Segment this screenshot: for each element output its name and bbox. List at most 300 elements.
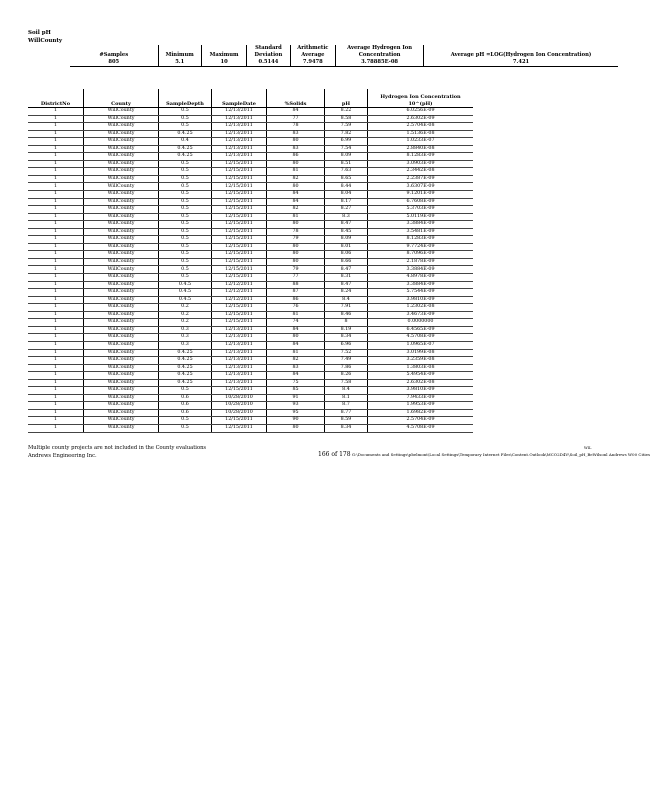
table-row [28,364,473,372]
stat-value: 10 [201,59,246,67]
table-cell: WillCounty [84,274,159,282]
table-row [28,115,473,123]
table-cell: 8.45 [325,228,368,236]
table-row [28,251,473,259]
table-row [28,379,473,387]
table-cell: 1.0965E-07 [368,341,474,349]
stat-value: 7.421 [424,59,618,67]
table-cell: 0.5 [159,108,212,116]
table-cell: 1 [28,424,84,432]
table-cell: 8.09 [325,153,368,161]
table-cell: 12/13/2011 [212,138,267,146]
table-cell: 0.5 [159,160,212,168]
table-cell: WillCounty [84,251,159,259]
table-cell: WillCounty [84,349,159,357]
table-cell: 0.3 [159,341,212,349]
table-cell: 12/13/2011 [212,341,267,349]
table-cell: 78 [267,123,325,131]
stat-header: Standard Deviation [247,45,290,59]
column-header: SampleDepth [159,89,212,108]
table-cell: 8.34 [325,334,368,342]
table-cell: 0.3 [159,326,212,334]
table-cell: WillCounty [84,198,159,206]
stat-header: Arithmetic Average [290,45,336,59]
table-cell: 0.5 [159,206,212,214]
table-cell: 12/15/2011 [212,417,267,425]
table-row [28,130,473,138]
table-cell: 77 [267,115,325,123]
table-cell: 88 [267,281,325,289]
table-cell: 0.4.25 [159,364,212,372]
table-cell: 12/15/2011 [212,183,267,191]
table-cell: 85 [267,387,325,395]
table-cell: WillCounty [84,221,159,229]
table-row [28,326,473,334]
table-cell: 0.4.5 [159,289,212,297]
table-cell: 0.4.25 [159,372,212,380]
table-row [28,221,473,229]
table-cell: WillCounty [84,394,159,402]
stat-value: 7.9478 [290,59,336,67]
table-cell: 1 [28,130,84,138]
table-cell: 12/15/2011 [212,304,267,312]
table-cell: 90 [267,417,325,425]
table-cell: 84 [267,198,325,206]
table-cell: 12/13/2011 [212,334,267,342]
table-cell: 12/15/2011 [212,191,267,199]
table-cell: 12/15/2011 [212,424,267,432]
table-cell: 0.5 [159,198,212,206]
table-cell: 8.7096E-09 [368,251,474,259]
table-cell: 0.5 [159,183,212,191]
table-cell: 1 [28,123,84,131]
table-cell: 8.47 [325,281,368,289]
table-cell: 12/12/2011 [212,281,267,289]
table-cell: 6.7608E-09 [368,198,474,206]
table-cell: 1 [28,349,84,357]
table-cell: 0.3 [159,334,212,342]
table-cell: 8.58 [325,115,368,123]
table-cell: 1.6982E-09 [368,409,474,417]
table-cell: WillCounty [84,341,159,349]
table-cell: 4.5708E-09 [368,424,474,432]
table-cell: WillCounty [84,108,159,116]
table-cell: 8.19 [325,326,368,334]
table-cell: 0.4.25 [159,357,212,365]
table-cell: 1 [28,402,84,410]
table-cell: WillCounty [84,417,159,425]
table-row [28,175,473,183]
table-cell: 1 [28,364,84,372]
table-cell: 4.5708E-09 [368,334,474,342]
table-cell: WillCounty [84,115,159,123]
table-cell: 0.0000000 [368,319,474,327]
table-cell: WillCounty [84,236,159,244]
table-cell: WillCounty [84,409,159,417]
table-cell: WillCounty [84,206,159,214]
table-cell: 8.65 [325,175,368,183]
table-cell: 12/12/2011 [212,296,267,304]
table-cell: 0.2 [159,311,212,319]
table-cell: 1.2302E-08 [368,304,474,312]
table-cell: WillCounty [84,191,159,199]
table-cell: 8.4 [325,387,368,395]
table-cell: 84 [267,341,325,349]
table-cell: 95 [267,409,325,417]
table-cell: 1 [28,334,84,342]
table-cell: 0.5 [159,417,212,425]
table-cell: 84 [267,326,325,334]
table-cell: 9.7724E-09 [368,243,474,251]
table-cell: 8.17 [325,198,368,206]
table-cell: WillCounty [84,130,159,138]
stat-header: #Samples [99,52,129,58]
table-cell: 3.3884E-09 [368,266,474,274]
column-header: SampleDate [212,89,267,108]
table-cell: WillCounty [84,326,159,334]
table-row [28,281,473,289]
table-cell: 8.51 [325,160,368,168]
table-cell: 3.0903E-09 [368,160,474,168]
table-row [28,409,473,417]
table-cell: 91 [267,394,325,402]
table-row [28,334,473,342]
table-cell: 80 [267,243,325,251]
table-cell: 8.4 [325,296,368,304]
table-cell: 86 [267,296,325,304]
table-row [28,183,473,191]
table-cell: 12/15/2011 [212,243,267,251]
table-cell: 2.5704E-09 [368,417,474,425]
report-subtitle: WillCounty [28,38,63,44]
table-cell: 1 [28,206,84,214]
stat-header: Minimum [158,45,201,59]
table-cell: 1 [28,228,84,236]
table-cell: WillCounty [84,228,159,236]
table-cell: 12/13/2011 [212,357,267,365]
table-row [28,304,473,312]
table-cell: 0.6 [159,394,212,402]
table-cell: 8.46 [325,311,368,319]
table-row [28,311,473,319]
table-cell: 0.5 [159,115,212,123]
table-row [28,319,473,327]
table-cell: 77 [267,274,325,282]
table-cell: 5.3703E-09 [368,206,474,214]
table-cell: 8.01 [325,243,368,251]
table-cell: 1 [28,409,84,417]
table-cell: 0.4.25 [159,145,212,153]
table-cell: WillCounty [84,319,159,327]
table-cell: 12/13/2011 [212,123,267,131]
table-cell: 0.5 [159,251,212,259]
table-cell: 80 [267,258,325,266]
table-cell: 0.6 [159,402,212,410]
table-cell: 81 [267,311,325,319]
table-cell: 3.3884E-09 [368,221,474,229]
table-cell: 8.27 [325,206,368,214]
table-cell: 0.5 [159,228,212,236]
table-cell: 80 [267,424,325,432]
table-cell: 10/28/2010 [212,402,267,410]
table-cell: 2.1878E-09 [368,258,474,266]
table-cell: 80 [267,138,325,146]
table-cell: 0.4.5 [159,296,212,304]
table-cell: 8.1 [325,394,368,402]
table-cell: 0.5 [159,221,212,229]
table-cell: 8.44 [325,183,368,191]
table-row [28,289,473,297]
table-cell: 0.5 [159,266,212,274]
table-cell: WillCounty [84,424,159,432]
table-cell: 1 [28,138,84,146]
table-cell: 86 [267,153,325,161]
table-cell: 84 [267,191,325,199]
table-cell: 1 [28,387,84,395]
table-cell: 80 [267,221,325,229]
table-cell: WillCounty [84,289,159,297]
table-cell: 1 [28,160,84,168]
table-row [28,402,473,410]
table-row [28,145,473,153]
table-row [28,160,473,168]
table-cell: 6.99 [325,138,368,146]
table-cell: 12/15/2011 [212,258,267,266]
table-cell: 1 [28,266,84,274]
column-header: %Solids [267,89,325,108]
table-header-row [28,89,473,108]
table-cell: 1 [28,183,84,191]
footer-notes [28,444,206,460]
table-row [28,387,473,395]
table-cell: 8.26 [325,372,368,380]
table-cell: 8.7 [325,402,368,410]
table-cell: 1 [28,289,84,297]
table-cell: 80 [267,334,325,342]
table-cell: 2.8840E-08 [368,145,474,153]
column-header: DistrictNo [28,89,84,108]
table-row [28,266,473,274]
table-row [28,417,473,425]
table-row [28,341,473,349]
table-cell: 0.2 [159,304,212,312]
table-row [28,274,473,282]
table-cell: 81 [267,168,325,176]
table-cell: 12/13/2011 [212,108,267,116]
corner-mark: WIL [584,446,592,450]
table-cell: WillCounty [84,183,159,191]
table-cell: 8.47 [325,266,368,274]
table-cell: 8.09 [325,236,368,244]
table-cell: 0.5 [159,175,212,183]
table-cell: WillCounty [84,372,159,380]
table-cell: 1 [28,145,84,153]
table-cell: 12/15/2011 [212,274,267,282]
table-cell: 1 [28,115,84,123]
table-row [28,206,473,214]
table-cell: 1.0233E-07 [368,138,474,146]
page-number: 166 of 178 [318,451,351,458]
table-cell: 8.31 [325,274,368,282]
table-cell: 7.86 [325,364,368,372]
table-row [28,372,473,380]
table-cell: 8.22 [325,108,368,116]
table-row [28,357,473,365]
table-cell: 7.91 [325,304,368,312]
table-cell: 1 [28,108,84,116]
table-row [28,243,473,251]
table-cell: 4.8978E-09 [368,274,474,282]
table-cell: 3.9810E-09 [368,296,474,304]
table-cell: 12/13/2011 [212,326,267,334]
table-cell: 12/15/2011 [212,311,267,319]
table-row [28,213,473,221]
table-cell: 6.4565E-09 [368,326,474,334]
table-cell: 0.5 [159,274,212,282]
table-cell: WillCounty [84,145,159,153]
table-cell: 0.2 [159,319,212,327]
stat-header: Average pH =LOG(Hydrogen Ion Concentration) [424,45,618,59]
table-row [28,108,473,116]
table-cell: 12/15/2011 [212,175,267,183]
table-cell: WillCounty [84,138,159,146]
table-cell: 1 [28,311,84,319]
table-cell: 2.6302E-09 [368,115,474,123]
table-cell: 74 [267,319,325,327]
table-cell: 12/15/2011 [212,168,267,176]
table-cell: WillCounty [84,379,159,387]
table-cell: 83 [267,130,325,138]
table-cell: 12/15/2011 [212,319,267,327]
table-cell: 1 [28,372,84,380]
table-cell: 5.0119E-09 [368,213,474,221]
table-row [28,424,473,432]
table-cell: WillCounty [84,357,159,365]
table-cell: 87 [267,289,325,297]
table-cell: 1 [28,379,84,387]
table-cell: 84 [267,372,325,380]
table-cell: 7.58 [325,379,368,387]
table-cell: 1 [28,243,84,251]
table-cell: 7.9433E-09 [368,394,474,402]
table-cell: 82 [267,357,325,365]
soil-ph-data-table [28,89,473,433]
table-cell: WillCounty [84,364,159,372]
table-cell: 1 [28,221,84,229]
file-path: G:\Documents and Settings\pbelmont\Local Settings\Temporary Internet Files\Content.Outlook\MCO2D4V\Soil_pH_BeWilsonl Andrews W00 Cities [351,452,650,457]
table-cell: WillCounty [84,281,159,289]
table-cell: 0.5 [159,258,212,266]
table-cell: 7.54 [325,145,368,153]
table-cell: 8.1283E-09 [368,236,474,244]
table-cell: WillCounty [84,311,159,319]
table-row [28,349,473,357]
table-cell: 7.63 [325,168,368,176]
column-header: Hydrogen Ion Concentration 10^(pH) [368,89,474,108]
summary-statistics-table [70,45,618,67]
table-cell: WillCounty [84,402,159,410]
table-cell: 3.5481E-09 [368,228,474,236]
table-cell: 8.77 [325,409,368,417]
table-cell: 0.4 [159,138,212,146]
table-cell: 7.49 [325,357,368,365]
table-row [28,236,473,244]
table-cell: WillCounty [84,304,159,312]
table-cell: 10/28/2010 [212,394,267,402]
table-cell: WillCounty [84,123,159,131]
table-cell: WillCounty [84,175,159,183]
table-cell: 1.5136E-08 [368,130,474,138]
table-cell: 75 [267,379,325,387]
table-row [28,168,473,176]
table-cell: WillCounty [84,296,159,304]
stat-value: 805 [70,59,158,67]
table-cell: 7.82 [325,130,368,138]
table-cell: 12/15/2011 [212,236,267,244]
table-row [28,296,473,304]
table-cell: WillCounty [84,258,159,266]
table-cell: 0.5 [159,123,212,131]
table-cell: WillCounty [84,153,159,161]
table-cell: 12/15/2011 [212,160,267,168]
table-cell: 1 [28,357,84,365]
table-cell: 8.06 [325,251,368,259]
table-cell: 0.5 [159,387,212,395]
table-cell: 1 [28,191,84,199]
table-cell: 12/15/2011 [212,251,267,259]
table-cell: 93 [267,402,325,410]
table-cell: 1 [28,198,84,206]
table-cell: 12/13/2011 [212,153,267,161]
table-cell: 6.96 [325,341,368,349]
table-cell: 1 [28,281,84,289]
table-cell: 82 [267,206,325,214]
table-row [28,394,473,402]
table-cell: 9.1201E-09 [368,191,474,199]
table-cell: 1 [28,417,84,425]
table-cell: 10/28/2010 [212,409,267,417]
table-cell: 1 [28,153,84,161]
stat-header: Maximum [201,45,246,59]
table-cell: 83 [267,145,325,153]
table-cell: 12/13/2011 [212,115,267,123]
table-row [28,153,473,161]
table-cell: 80 [267,160,325,168]
stat-value: 5.1 [158,59,201,67]
table-cell: 2.5704E-08 [368,123,474,131]
table-cell: 0.5 [159,236,212,244]
table-cell: 1 [28,394,84,402]
table-cell: 1 [28,341,84,349]
table-cell: 1 [28,168,84,176]
table-cell: 0.4.25 [159,153,212,161]
table-cell: 5.7544E-09 [368,289,474,297]
table-cell: 1 [28,175,84,183]
table-cell: 76 [267,304,325,312]
table-cell: 3.0199E-08 [368,349,474,357]
table-cell: 0.5 [159,191,212,199]
table-cell: 1.9953E-09 [368,402,474,410]
table-cell: 80 [267,183,325,191]
table-cell: 0.5 [159,213,212,221]
stat-value: 0.5144 [247,59,290,67]
table-cell: 0.4.25 [159,130,212,138]
stat-value: 3.78885E-08 [336,59,424,67]
table-cell: 8 [325,319,368,327]
table-cell: 12/15/2011 [212,228,267,236]
table-cell: 3.3884E-09 [368,281,474,289]
table-cell: 8.04 [325,191,368,199]
